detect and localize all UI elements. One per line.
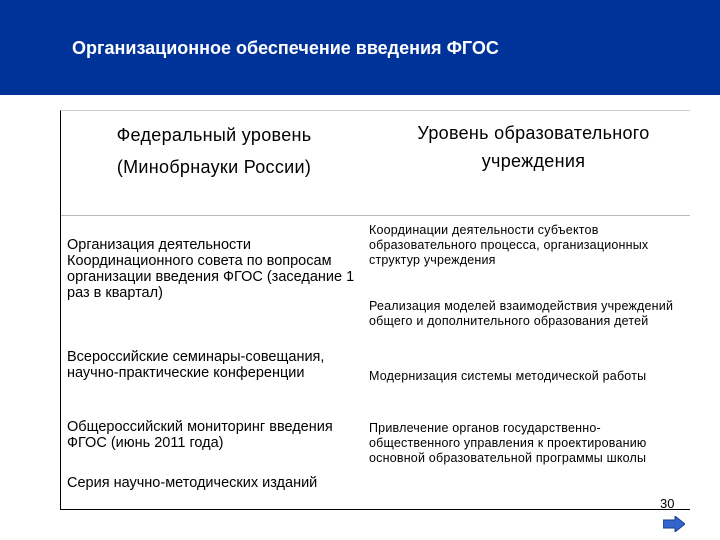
- left-heading-line1: Федеральный уровень: [116, 125, 312, 145]
- header-banner: [0, 0, 720, 95]
- next-arrow-shape: [663, 516, 685, 532]
- left-item-2: Всероссийские семинары-совещания, научно-практические конференции: [67, 349, 325, 381]
- left-item-1: Организация деятельности Координационного совета по вопросам организации введения ФГОС (заседание 1 раз в квартал): [67, 237, 355, 301]
- right-item-4: Привлечение органов государственно-общественного управления к проектированию основной образовательной программы школы: [369, 421, 647, 465]
- right-column-heading: Уровень образовательного учреждения: [417, 123, 650, 171]
- slide-title: Организационное обеспечение введения ФГОС: [72, 38, 499, 58]
- content-table: [60, 110, 690, 510]
- right-item-2: Реализация моделей взаимодействия учреждений общего и дополнительного образования детей: [369, 299, 674, 328]
- next-arrow-icon[interactable]: [663, 516, 685, 532]
- right-item-1: Координации деятельности субъектов образовательного процесса, организационных структур учреждения: [369, 223, 649, 267]
- right-item-3: Модернизация системы методической работы: [369, 369, 647, 383]
- left-heading-line2: (Минобрнауки России): [116, 157, 312, 177]
- heading-divider: [61, 215, 690, 216]
- left-item-3: Общероссийский мониторинг введения ФГОС (июнь 2011 года): [67, 419, 333, 451]
- left-column-heading: [69, 119, 359, 183]
- left-item-4: Серия научно-методических изданий: [67, 475, 318, 491]
- page-number: 30: [660, 496, 675, 511]
